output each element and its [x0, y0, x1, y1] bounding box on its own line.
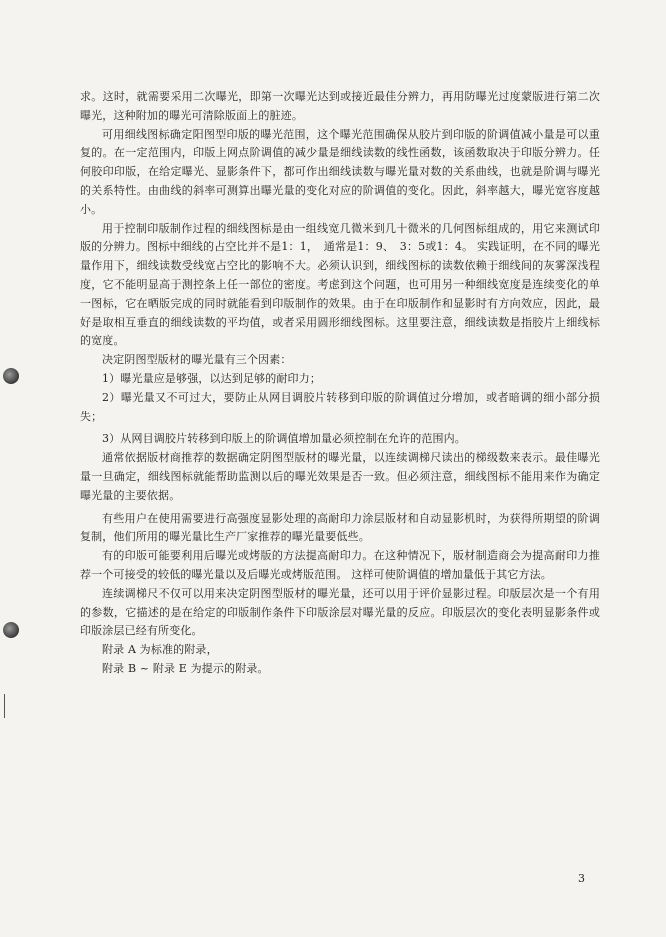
paragraph-fine-line-positive: 可用细线图标确定阳图型印版的曝光范围，这个曝光范围确保从胶片到印版的阶调值减小量是可以重复的。在一定范围内，印版上网点阶调值的减少量是细线读数的线性函数，该函数取决于印版分辨力。任何胶印印版，在给定曝光、显影条件下，都可作出细线读数与曝光量对数的关系曲线，也就是阶调与曝光的关系特性。由曲线的斜率可测算出曝光量的变化对应的阶调值的变化。因此，斜率越大，曝光宽容度越小。 — [80, 127, 600, 216]
edge-mark — [4, 694, 5, 718]
list-item-factor-2: 2）曝光量又不可过大，要防止从网目调胶片转移到印版的阶调值过分增加，或者暗调的细小部分损失； — [80, 390, 600, 423]
appendix-note-b-e: 附录 B ~ 附录 E 为提示的附录。 — [102, 661, 269, 675]
page-number: 3 — [578, 872, 585, 885]
paragraph-high-strength: 有些用户在使用需要进行高强度显影处理的高耐印力涂层版材和自动显影机时，为获得所期望的阶调复制，他们所用的曝光量比生产厂家推荐的曝光量要低些。 — [80, 511, 600, 544]
list-item-factor-1: 1）曝光量应是够强，以达到足够的耐印力； — [102, 371, 321, 385]
list-item-factor-3: 3）从网目调胶片转移到印版上的阶调值增加量必须控制在允许的范围内。 — [102, 432, 466, 446]
paragraph-continued: 求。这时，就需要采用二次曝光，即第一次曝光达到或接近最佳分辨力，再用防曝光过度蒙版进行第二次曝光，这种附加的曝光可清除版面上的脏迹。 — [80, 90, 600, 122]
paragraph-negative-factors: 决定阴图型版材的曝光量有三个因素： — [102, 353, 292, 367]
body-text — [80, 88, 600, 679]
punch-hole-icon — [3, 368, 19, 384]
appendix-note-a: 附录 A 为标准的附录， — [102, 643, 218, 657]
paragraph-recommended-exposure: 通常依据版材商推荐的数据确定阴图型版材的曝光量，以连续调梯尺读出的梯级数来表示。最佳曝光量一旦确定，细线图标就能帮助监测以后的曝光效果是否一致。但必须注意，细线图标不能用来作为确定曝光量的主要依据。 — [80, 451, 600, 502]
paragraph-fine-line-control: 用于控制印版制作过程的细线图标是由一组线宽几微米到几十微米的几何图标组成的，用它来测试印版的分辨力。图标中细线的占空比并不是1：1， 通常是1：9、 3：5或1：4。 实践证明，在不同的曝光量作用下，细线读数受线宽占空比的影响不大。必须认识到，细线图标的读数依赖于细线间的灰雾深浅程度，它不能明显高于测控条上任一部位的密度。考虑到这个问题，也可用另一种细线宽度是连续变化的单一图标，它在晒版完成的同时就能看到印版制作的效果。由于在印版制作和显影时有方向效应，因此，最好是取相互垂直的细线读数的平均值，或者采用圆形细线图标。这里要注意，细线读数是指胶片上细线标的宽度。 — [80, 221, 600, 348]
paragraph-post-exposure: 有的印版可能要利用后曝光或烤版的方法提高耐印力。在这种情况下，版材制造商会为提高耐印力推荐一个可接受的较低的曝光量以及后曝光或烤版范围。 这样可使阶调值的增加量低于其它方法。 — [80, 549, 600, 581]
punch-hole-icon — [3, 622, 19, 638]
paragraph-step-wedge: 连续调梯尺不仅可以用来决定阴图型版材的曝光量，还可以用于评价显影过程。印版层次是一个有用的参数，它描述的是在给定的印版制作条件下印版涂层对曝光量的反应。印版层次的变化表明显影条件或印版涂层已经有所变化。 — [80, 586, 600, 638]
